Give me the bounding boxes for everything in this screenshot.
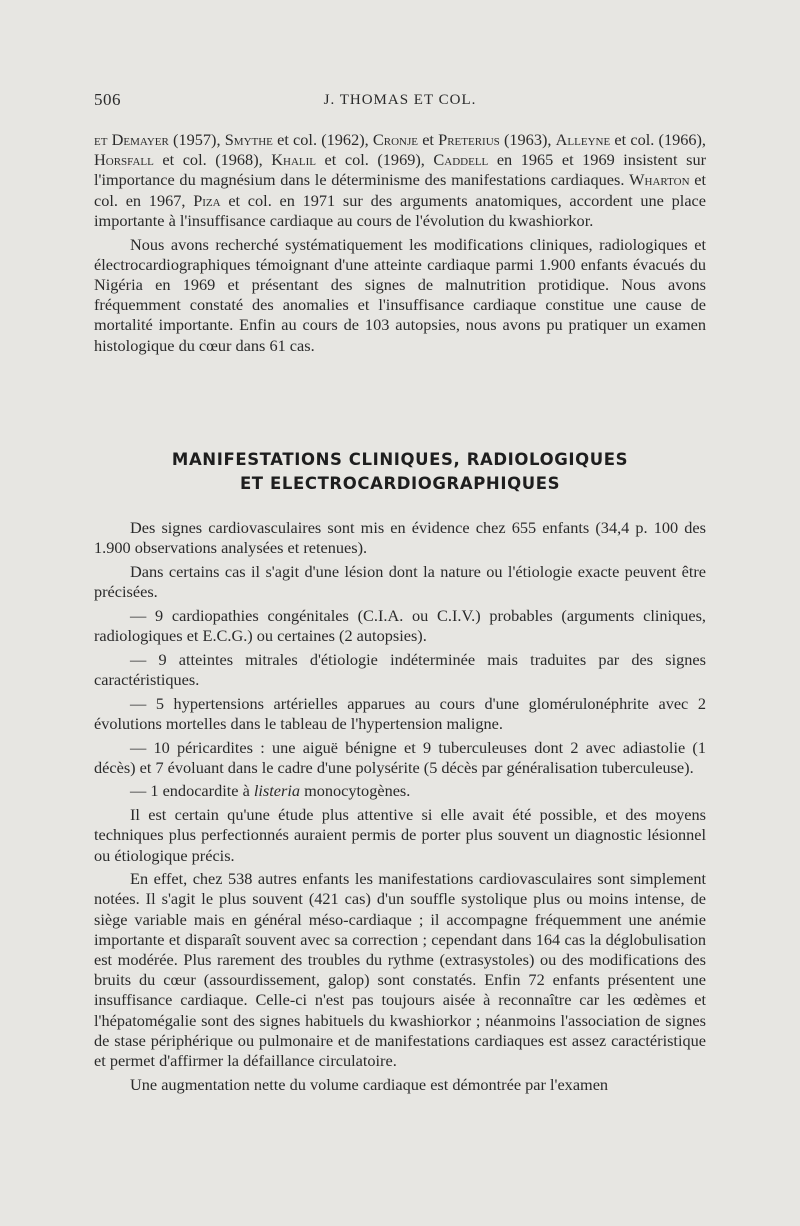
species-name: listeria (253, 781, 301, 801)
section-heading-line-1: MANIFESTATIONS CLINIQUES, RADIOLOGIQUES (171, 450, 629, 469)
intro-paragraph-2: Nous avons recherché systématiquement les modifications cliniques, radiologiques et électrocardiographiques témoignant d'une atteinte cardiaque parmi 1.900 enfants évacués du Nigéria en 1969 et présentant des signes de malnutrition protidique. Nous avons fréquemment constaté des anomalies et l'insuffisance cardiaque constitue une cause de mortalité importante. Enfin au cours de 103 autopsies, nous avons pu pratiquer un examen histologique du cœur dans 61 cas. (94, 234, 706, 355)
citation-smythe: Smythe (224, 130, 273, 149)
citation-preterius: Preterius (438, 130, 500, 149)
body-paragraph-5: Une augmentation nette du volume cardiaque est démontrée par l'examen (130, 1074, 609, 1094)
intro-text (94, 130, 706, 356)
citation-horsfall: Horsfall (94, 150, 154, 170)
citation-wharton: Wharton (629, 170, 690, 190)
list-item-mitrales: — 9 atteintes mitrales d'étiologie indéterminée mais traduites par des signes caractéristiques. (94, 649, 706, 689)
running-head (94, 90, 706, 114)
citation-khalil: Khalil (271, 150, 316, 170)
list-item-pericardites: — 10 péricardites : une aiguë bénigne et 9 tuberculeuses dont 2 avec adiastolie (1 décès) et 7 évoluant dans le cadre d'une polysérite (5 décès par généralisation tuberculeuse). (94, 737, 706, 777)
body-paragraph-1: Des signes cardiovasculaires sont mis en évidence chez 655 enfants (34,4 p. 100 des 1.900 observations analysées et retenues). (94, 518, 706, 558)
section-heading (94, 448, 706, 496)
body-paragraph-2: Dans certains cas il s'agit d'une lésion dont la nature ou l'étiologie exacte peuvent être précisées. (94, 561, 706, 602)
citation-caddell: Caddell (433, 150, 489, 170)
running-head-title: J. THOMAS ET COL. (323, 92, 477, 108)
citation-demayer: et Demayer (94, 130, 169, 149)
list-item-endocardite: — 1 endocardite à listeria monocytogènes. (130, 781, 411, 801)
body-paragraph-3: Il est certain qu'une étude plus attentive si elle avait été possible, et des moyens techniques plus perfectionnés auraient permis de porter plus souvent un diagnostic lésionnel ou étiologique précis. (94, 805, 706, 865)
list-item-cardiopathies: — 9 cardiopathies congénitales (C.I.A. ou C.I.V.) probables (arguments cliniques, radiologiques et E.C.G.) ou certaines (2 autopsies). (94, 605, 706, 646)
section-heading-line-2: ET ELECTROCARDIOGRAPHIQUES (239, 474, 561, 493)
citation-alleyne: Alleyne (555, 130, 611, 149)
page-number: 506 (94, 90, 121, 109)
list-item-hypertensions: — 5 hypertensions artérielles apparues au cours d'une glomérulonéphrite avec 2 évolutions mortelles dans le tableau de l'hypertension maligne. (94, 693, 706, 733)
citation-piza: Piza (193, 190, 221, 210)
section-body (94, 518, 706, 1095)
body-paragraph-4: En effet, chez 538 autres enfants les manifestations cardiovasculaires sont simplement notées. Il s'agit le plus souvent (421 cas) d'un souffle systolique plus ou moins intense, de siège variable mais en général méso-cardiaque ; il accompagne fréquemment une anémie importante et disparaît souvent avec sa correction ; cependant dans 164 cas la déglobulisation est modérée. Plus rarement des troubles du rythme (extrasystoles) ou des modifications des bruits du cœur (assourdissement, galop) sont constatés. Enfin 72 enfants présentent une insuffisance cardiaque. Celle-ci n'est pas toujours aisée à reconnaître car les œdèmes et l'hépatomégalie sont des signes habituels du kwashiorkor ; néanmoins l'association de signes de stase périphérique ou pulmonaire et de manifestations cardiaques est assez caractéristique et permet d'affirmer la défaillance circulatoire. (94, 869, 706, 1071)
citation-cronje: Cronje (372, 130, 418, 149)
intro-paragraph-1: et Demayer (1957), Smythe et col. (1962), Cronje et Preterius (1963), Alleyne et col. (1966), Horsfall et col. (1968), Khalil et col. (1969), Caddell en 1965 et 1969 insistent sur l'importance du magnésium dans le déterminisme des manifestations cardiaques. Wharton et col. en 1967, Piza et col. en 1971 sur des arguments anatomiques, accordent une place importante à l'insuffisance cardiaque au cours de l'évolution du kwashiorkor. (94, 130, 707, 230)
